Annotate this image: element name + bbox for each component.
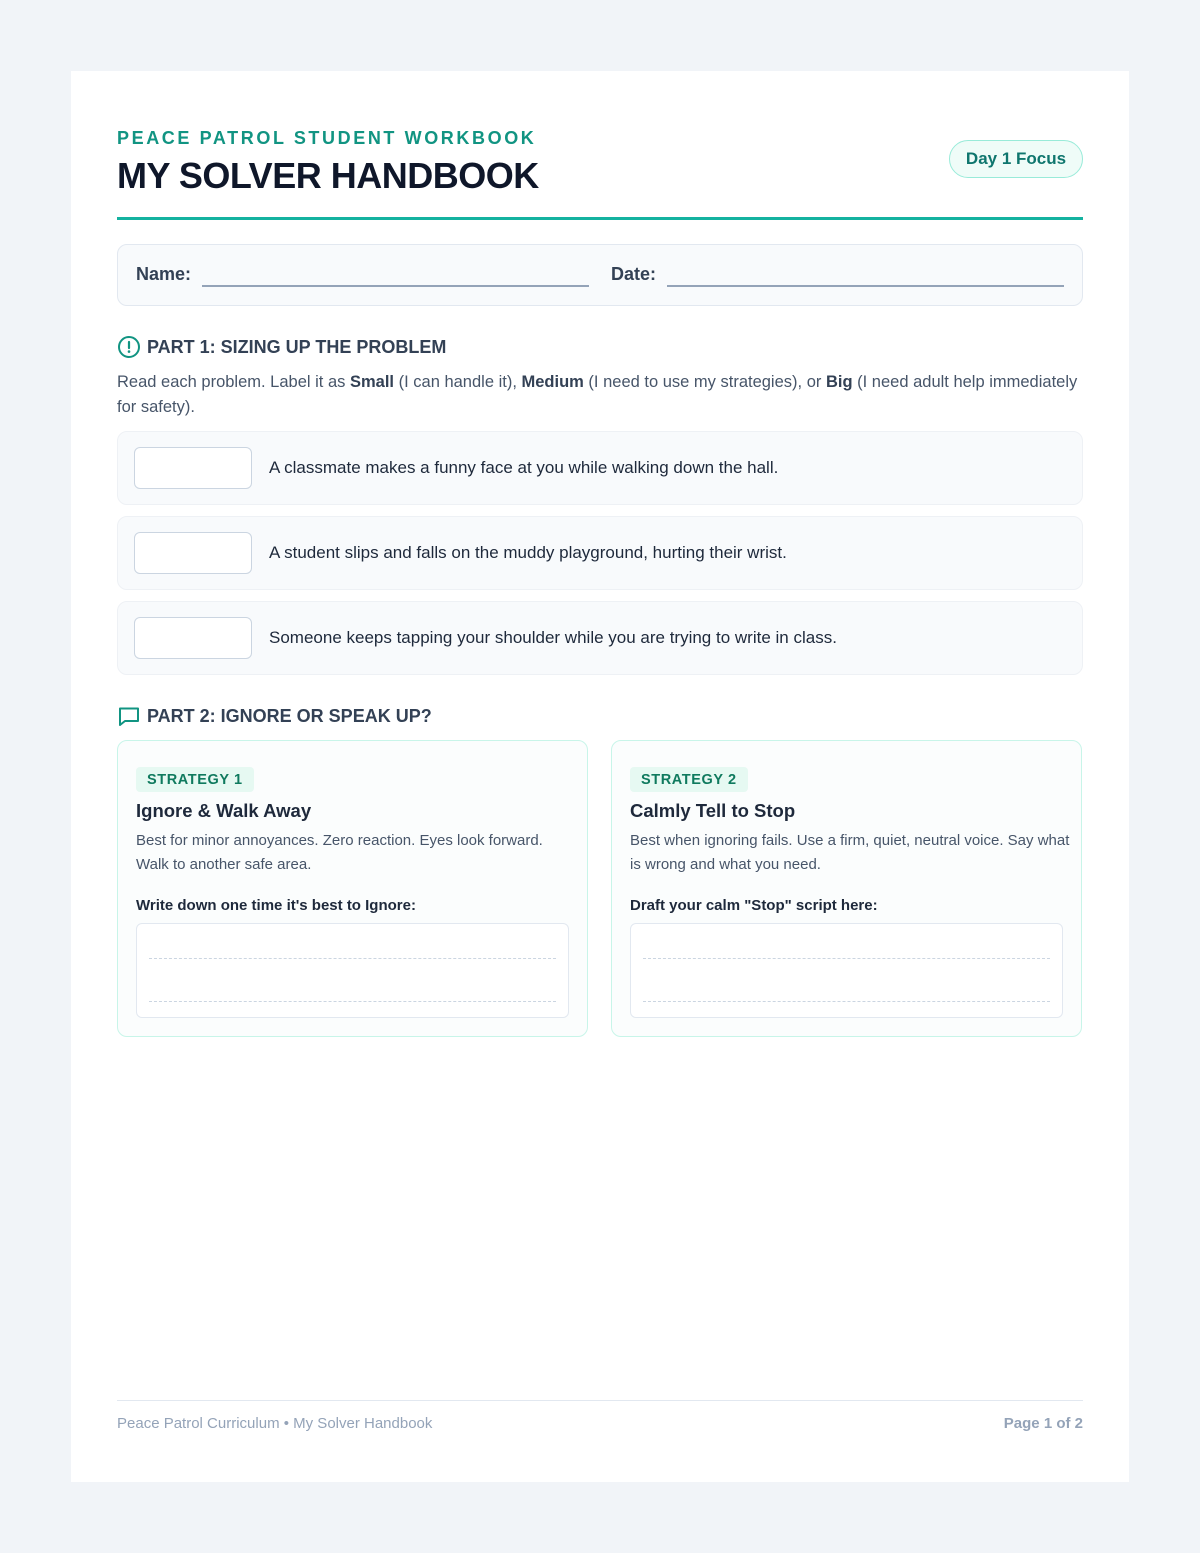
- part1-instructions: Read each problem. Label it as Small (I can handle it), Medium (I need to use my strategies), or Big (I need adult help immediately for safety).: [117, 373, 1078, 416]
- label-big: Big: [825, 373, 853, 391]
- writing-line: [643, 958, 1050, 959]
- strategy-card: [611, 740, 1082, 1037]
- strategy-tag: STRATEGY 1: [136, 767, 254, 792]
- strategy-description: Best for minor annoyances. Zero reaction. Eyes look forward. Walk to another safe area.: [136, 832, 543, 873]
- problem-row: [117, 431, 1083, 505]
- problem-text: A student slips and falls on the muddy playground, hurting their wrist.: [269, 543, 787, 562]
- problem-size-input[interactable]: [134, 617, 252, 659]
- date-label: Date:: [611, 264, 657, 284]
- strategy-prompt: Draft your calm "Stop" script here:: [630, 897, 878, 914]
- label-small: Small: [349, 373, 395, 391]
- problem-size-input[interactable]: [134, 532, 252, 574]
- strategy-tag: STRATEGY 2: [630, 767, 748, 792]
- part2-heading-text: PART 2: IGNORE OR SPEAK UP?: [147, 705, 432, 726]
- strategy-answer-area[interactable]: [136, 923, 569, 1018]
- strategy-answer-area[interactable]: [630, 923, 1063, 1018]
- strategy-title: Calmly Tell to Stop: [630, 800, 796, 821]
- label-medium: Medium: [521, 373, 584, 391]
- page-title: MY SOLVER HANDBOOK: [117, 155, 539, 196]
- name-field[interactable]: [202, 285, 589, 287]
- writing-line: [643, 1001, 1050, 1002]
- page-number: Page 1 of 2: [1003, 1415, 1083, 1432]
- writing-line: [149, 958, 556, 959]
- problem-size-input[interactable]: [134, 447, 252, 489]
- workbook-eyebrow: PEACE PATROL STUDENT WORKBOOK: [117, 128, 537, 148]
- name-label: Name:: [136, 264, 192, 284]
- worksheet-page: [71, 71, 1129, 1482]
- part1-heading: [117, 335, 446, 359]
- header-divider: [117, 217, 1083, 220]
- problem-row: [117, 516, 1083, 590]
- strategy-prompt: Write down one time it's best to Ignore:: [136, 897, 416, 914]
- problem-row: [117, 601, 1083, 675]
- alert-circle-icon: [117, 335, 141, 359]
- part1-heading-text: PART 1: SIZING UP THE PROBLEM: [147, 336, 447, 357]
- footer-curriculum: Peace Patrol Curriculum • My Solver Handbook: [117, 1415, 433, 1432]
- strategy-description: Best when ignoring fails. Use a firm, quiet, neutral voice. Say what is wrong and what you need.: [630, 832, 1070, 873]
- chat-bubble-icon: [117, 704, 141, 728]
- date-field[interactable]: [667, 285, 1064, 287]
- writing-line: [149, 1001, 556, 1002]
- strategy-card: [117, 740, 588, 1037]
- problem-text: A classmate makes a funny face at you while walking down the hall.: [269, 458, 779, 477]
- name-date-box: [117, 244, 1083, 306]
- strategy-title: Ignore & Walk Away: [136, 800, 312, 821]
- day-focus-badge: Day 1 Focus: [949, 140, 1083, 178]
- footer-divider: [117, 1400, 1083, 1401]
- part2-heading: [117, 704, 432, 728]
- problem-text: Someone keeps tapping your shoulder while you are trying to write in class.: [269, 628, 837, 647]
